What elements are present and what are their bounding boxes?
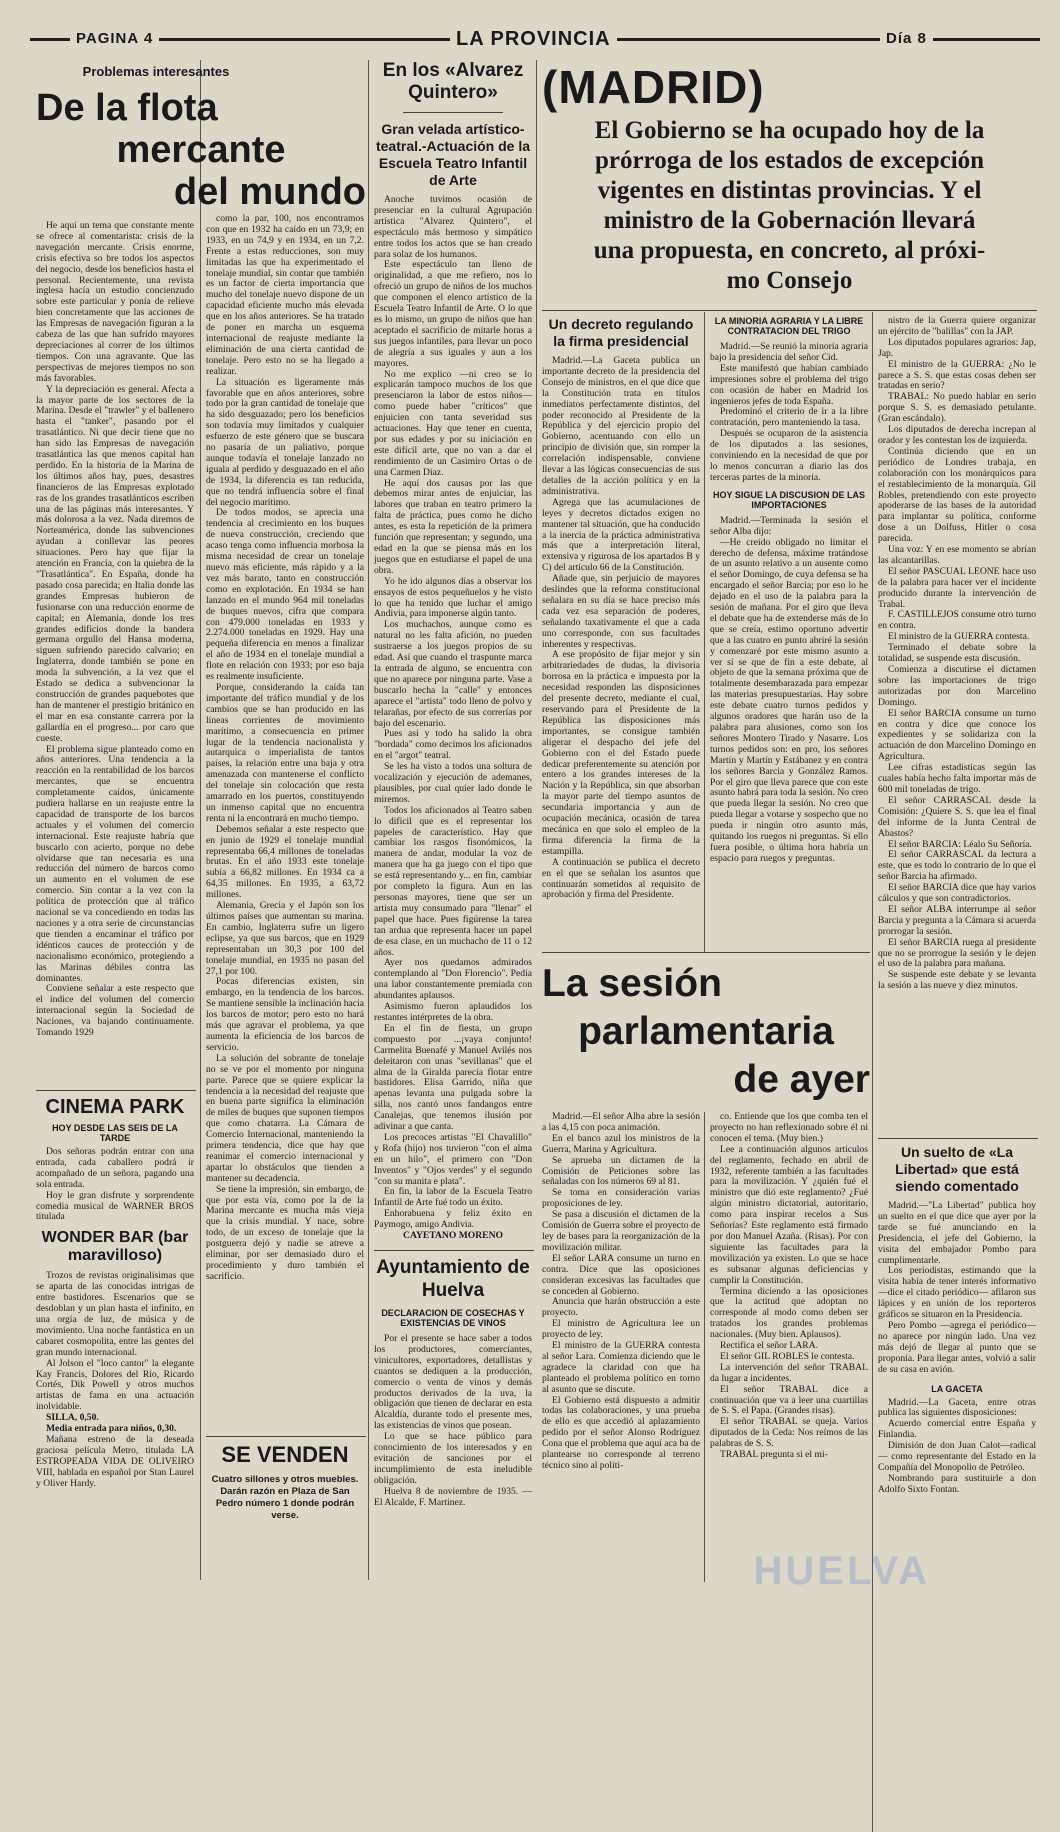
paragraph: —He creído obligado no limitar el derecho de defensa, máxime tratándose de un asunto relativo a un ausente como el señor Domingo, de cuya defensa se ha encargado el señor Barcia; por eso lo he dejado en el uso de la palabra para la sesión de mañana. Por el giro que lleva el debate que ha de extenderse más de lo que se creía, estimo oportuno advertir que a las cuatro en punto abriré la sesión y comenzaré por este mismo asunto a ver si se que de fin a este debate, al objeto de que la semana próxima que de totalmente desembarazada para empezar las materias presupuestarias. Hay sobre este debate cuatro turnos pedidos y algunos oradores que harán uso de la palabra para alusiones, como son los señores Montero Tirado y Nasarre. Los turnos pedidos son: en pro, los señores Martín y Martín y Estábanez y en contra los señores Barcia y González Ramos. Por el giro que lleva parece que con este asunto habrá para toda la sesión. No creo que pueda llegar la sesión. No creo que pueda llegar a votarse y sospecho que no pueda ir ningún otro asunto más, quitando los ruegos ni preguntas. Si ello fuera posible, o última hora habría un espacio para ruegos y preguntas. bbox=[710, 536, 868, 864]
headline-line: El Gobierno se ha ocupado hoy de la bbox=[594, 117, 985, 144]
paragraph: Continúa diciendo que en un periódico de Londres trabaja, en colaboración con los monárquicos para el restablecimiento de la monarquía. Gil Robles, pretendiendo con este proyecto apoderarse de las bases de la autoridad para implantar su política, conforme dose a un Dolfuss, Hitler o cosa parecida. bbox=[878, 445, 1036, 545]
se-venden-ad bbox=[206, 1442, 364, 1582]
paragraph: Se suspende este debate y se levanta la sesión a las nueve y diez minutos. bbox=[878, 969, 1036, 992]
paragraph: El ministro de Agricultura lee un proyecto de ley. bbox=[542, 1318, 700, 1341]
paragraph: El señor ALBA interrumpe al señor Barcia y pregunta a la Cámara si acuerda prorrogar la sesión. bbox=[878, 903, 1036, 937]
paragraph: He aquí dos causas por las que debemos mirar antes de enjuiciar, las labores que traban en teatro primero la falta de práctica, pues como he dicho antes, es esta la repetición de la primera función que representan; y segundo, una edad en la que se piensa más en los juegos que en estudiarse el papel de una obra. bbox=[374, 477, 532, 576]
sesion-continued bbox=[878, 316, 1036, 1136]
paragraph: Madrid.—Se reunió la minoría agraria bajo la presidencia del señor Cid. bbox=[710, 341, 868, 363]
paragraph: Dos señoras podrán entrar con una entrada, cada caballero podrá ir acompañado de un señora, pagando una sola entrada. bbox=[36, 1146, 194, 1190]
article-title: Un suelto de «La Libertad» que está siendo comentado bbox=[895, 1144, 1019, 1194]
paragraph: El señor TRABAL se queja. Varios diputados de la Ceda: Nos reímos de las palabras de S. S. bbox=[710, 1416, 868, 1450]
paragraph: Pero Pombo —agrega el periódico— no aparece por ningún lado. Una vez más dejó de llegar al punto que se proponía. Para llegar antes, volvió a salir de su casa en avión. bbox=[878, 1319, 1036, 1375]
paragraph: El señor CARRASCAL da lectura a este, que es todo lo contrario de lo que el señor Barcia ha afirmado. bbox=[878, 849, 1036, 883]
paragraph: Alemania, Grecia y el Japón son los últimos países que aumentan su marina. En cambio, Inglaterra sufre un ligero eclipse, ya que sus barcos, que en 1929 representaban un 30,3 por 100 del tonelaje mundial, en 1935 no pasan del 27,1 por 100. bbox=[206, 900, 364, 977]
paragraph: Se tiene la impresión, sin embargo, de que por esta vía, como por la de la Marina mercante es mucha más vieja que la crisis mundial. Y nace, sobre todo, de un exceso de tonelaje que la postguerra dejó y nadie se atreve a eliminar, por ser demasiado duro el procedimiento y duro también el sacrificio. bbox=[206, 1183, 364, 1282]
paragraph: TRABAL pregunta si el mi- bbox=[720, 1449, 828, 1461]
paragraph: Se aprueba un dictamen de la Comisión de Peticiones sobre las señaladas con los números 69 al 81. bbox=[542, 1154, 700, 1188]
paragraph: Agrega que las acumulaciones de leyes y decretos dictados exigen no mantener tal situación, que ha conducido a la inercia de la práctica administrativa más que a interpretación literal, extensiva y rigurosa de los apartados B y C) del artículo 66 de la Constitución. bbox=[542, 496, 700, 574]
paragraph: Los diputados populares agrarios: Jap, Jap. bbox=[878, 336, 1036, 359]
paragraph: La solución del sobrante de tonelaje no se ve por el momento por ninguna parte. Parece que se quiere explicar la tendencia a la necesidad del reajuste que en buena parte significa la eliminación de miles de buques que suponen tiempos que como chatarra. La Cámara de Comercio Internacional, manteniendo la primera tendencia, dice que hay que reanimar el comercio internacional y apartar lo obstáculos que tienden a mantener su decadencia. bbox=[206, 1052, 364, 1184]
column-rule bbox=[368, 60, 369, 1580]
divider bbox=[206, 1436, 366, 1437]
headline-line: vigentes en distintas provincias. Y el bbox=[597, 177, 982, 204]
paragraph: Anoche tuvimos ocasión de presenciar en la cultural Agrupación artística "Alvarez Quintero", el espectáculo más hermoso y simpático entre todos los actos que se han creado para solaz de los humanos. bbox=[374, 194, 532, 260]
paragraph: F. CASTILLEJOS consume otro turno en contra. bbox=[878, 609, 1036, 632]
paragraph: Predominó el criterio de ir a la libre contratación, pero manteniendo la tasa. bbox=[710, 406, 868, 429]
paragraph: Los periodistas, estimando que la visita había de tener interés informativo —dice el citado periódico— afilaron sus lápices y en unión de los reporteros gráficos se situaron en la Presidencia. bbox=[878, 1265, 1036, 1321]
paragraph: Termina diciendo a las oposiciones que la actitud que adoptan no corresponde al modo como deben ser tratados los grandes problemas nacionales. (Muy bien. Aplausos). bbox=[710, 1285, 868, 1341]
headline-line: mo Consejo bbox=[726, 267, 853, 294]
paragraph: En el banco azul los ministros de la Guerra, Marina y Agricultura. bbox=[542, 1132, 700, 1155]
paragraph: Este manifestó que habían cambiado impresiones sobre el problema del trigo con ocasión de haber en Madrid los ingenieros jefes de toda España. bbox=[710, 362, 868, 407]
notice-subtitle: DECLARACION DE COSECHAS Y EXISTENCIAS DE VINOS bbox=[381, 1308, 525, 1328]
paragraph: La intervención del señor TRABAL da lugar a incidentes. bbox=[710, 1361, 868, 1384]
sesion-title-line: parlamentaria bbox=[578, 1010, 834, 1053]
signature: CAYETANO MORENO bbox=[403, 1230, 503, 1242]
paragraph: Yo he ido algunos días a observar los ensayos de estos pequeñuelos y he visto lo que ha tenido que luchar el amigo Andivia, para imponerse algún tanto. bbox=[374, 575, 532, 620]
column-rule bbox=[704, 312, 705, 952]
paragraph: Comienza a discutirse el dictamen sobre las importaciones de trigo autorizadas por don Marcelino Domingo. bbox=[878, 664, 1036, 708]
paragraph: co. Entiende que los que comba ten el proyecto no han reflexionado sobre él ni conocen el tema. (Muy bien.) bbox=[710, 1111, 868, 1144]
paragraph: En el fin de fiesta, un grupo compuesto por ...¡vaya conjunto! Carmelita Buenafé y Manuel Avilés nos deleitaron con unas "sevillanas" que el alma de la Giralda parecía flotar entre bastidores. Elisa Garrido, niña que apenas levanta una pulgada sobre la silla, nos cantó unos fandangos entre Canalejas, que tenemos ilusión por adivinar a que canta. bbox=[374, 1022, 532, 1133]
ad-title: SE VENDEN bbox=[221, 1442, 349, 1467]
headline-line: una propuesta, en concreto, al próxi- bbox=[593, 237, 986, 264]
column-rule bbox=[200, 60, 201, 1580]
sesion-body-b bbox=[710, 1112, 868, 1584]
ad-text: Cuatro sillones y otros muebles. Darán razón en Plaza de San Pedro número 1 donde podrán verse. bbox=[211, 1474, 359, 1521]
headline-line: prórroga de los estados de excepción bbox=[594, 147, 985, 174]
paragraph: El problema sigue planteado como en años anteriores. Una tendencia a la reacción en la rentabilidad de los barcos mercantes, que se encuentra completamente caídos, únicamente pudiera hallarse en un reajuste entre la capacidad de transporte de los barcos actuales y el volumen del comercio internacional. Este reajuste habría que buscarlo con acierto, porque no debe olvidarse que tan necesaria es una reducción del número de barcos como un aumento en el volumen de ese comercio. Sin contar a la vez con la política de protección que al tráfico nacional se va concediendo en todas las naciones y a otra serie de circunstancias que tienden a encaminar el tráfico por idénticos cauces de protección y de nacionalismo económico, protegiendo a las Marinas débiles contra las dominantes. bbox=[36, 743, 194, 984]
paper-name: LA PROVINCIA bbox=[450, 28, 617, 51]
article-title-line: mercante bbox=[116, 129, 286, 171]
paragraph: Mañana estreno de la deseada graciosa película Metro, titulada LA ESTROPEADA VIDA DE OLIVEIRO VIII, hablada en español por Stan Laurel y Oliver Hardy. bbox=[36, 1433, 194, 1489]
section-tag: (MADRID) bbox=[542, 61, 765, 113]
column-rule bbox=[704, 1112, 705, 1582]
article-title: En los «Alvarez Quintero» bbox=[382, 60, 524, 103]
paragraph: El ministro de la GUERRA: ¿No le parece a S. S. que estas cosas deben ser tratadas en serio? bbox=[878, 358, 1036, 392]
paragraph: Todos los aficionados al Teatro saben lo difícil que es el representar los papeles de característico. Hay que cambiar los rasgos fisonómicos, la manera de andar, modular la voz de manera que ha ga juego con el tipo que se está representando y... en fin, cambiar por completo la figura. Aun en las personas mayores, tiene que ser un artista muy consumado para "llenar" el papel que hace. Pues figúrense la tarea tan ardua que representa hacer un papel de esa clase, en un muchacho de 11 o 12 años. bbox=[374, 804, 532, 958]
masthead bbox=[30, 28, 1040, 52]
madrid-headline-block bbox=[542, 60, 1037, 310]
divider bbox=[878, 1138, 1038, 1139]
paragraph: A continuación se publica el decreto en el que se señalan los asuntos que continuarán sometidos al requisito de aprobación y firma del Presidente. bbox=[542, 856, 700, 901]
page-label: PAGINA 4 bbox=[70, 30, 159, 47]
paragraph: Dimisión de don Juan Calot—radical— como representante del Estado en la Compañía del Monopolio de Petróleo. bbox=[878, 1440, 1036, 1473]
paragraph: Madrid.—El señor Alba abre la sesión a las 4,15 con poca animación. bbox=[542, 1111, 700, 1133]
article-title: Un decreto regulando la firma presidencial bbox=[548, 316, 694, 349]
paragraph: Trozos de revistas originalísimas que se aparta de las conocidas intrigas de entre bastidores. Escenarios que se desdoblan y un plan hasta el infinito, en una orgía de luz, de música y de movimiento. Una noche fantástica en un cabaret cosmopolita, entre las gentes del gran mundo internacional. bbox=[36, 1270, 194, 1358]
paragraph: Se toma en consideración varias proposiciones de ley. bbox=[542, 1187, 700, 1210]
paragraph: Después se ocuparon de la asistencia de los diputados a las sesiones, conviniendo en la necesidad de que por lo menos concurran a diario las dos terceras partes de la minoría. bbox=[710, 428, 868, 483]
paragraph: Se les ha visto a todos una soltura de vocalización y ejecución de ademanes, plausibles, por cual quier lado donde le miremos. bbox=[374, 761, 532, 805]
divider bbox=[374, 1250, 534, 1251]
date-label: Día 8 bbox=[880, 30, 933, 47]
paragraph: Asimismo fueron aplaudidos los restantes intérpretes de la obra. bbox=[374, 1001, 532, 1023]
paragraph: Madrid.—La Gaceta publica un importante decreto de la presidencia del Consejo de ministros, en el que dice que la Constitución trata en títulos inmediatos perfectamente distintos, del poder reconocido al Presidente de la República y del ejercicio propio del Gobierno, acentuando con ello un principio de división que, sin romper la correlación indispensable, conviene llevar a las lógicas consecuencias de sus detalles de la acción política y en la administrativa. bbox=[542, 355, 700, 497]
film-title: WONDER BAR (bar maravilloso) bbox=[41, 1229, 189, 1265]
sesion-body-a bbox=[542, 1112, 700, 1584]
paragraph: Madrid.—"La Libertad" publica hoy un suelto en el que dice que ayer por la tarde se fué anunciando en la Presidencia, el jefe del Gobierno, la visita del embajador Pombo para cumplimentarle. bbox=[878, 1200, 1036, 1266]
article-title: LA MINORIA AGRARIA Y LA LIBRE CONTRATACION DEL TRIGO bbox=[714, 316, 864, 336]
notice-title: Ayuntamiento de Huelva bbox=[376, 1257, 530, 1301]
paragraph: Los precoces artistas "El Chavalillo" y Rofa (hijo) nos tuvieron "con el alma en un hilo", el primero con "Don Inventos" y "Ojos verdes" y el segundo "con su manita e plata". bbox=[374, 1131, 532, 1187]
paragraph: Madrid.—La Gaceta, entre otras publica las siguientes disposiciones: bbox=[878, 1396, 1036, 1419]
paragraph: He aquí un tema que constante mente se ofrece al comentarista: crisis de la navegación mercante. Crisis enorme, crisis efectiva so bre todos los aspectos del negocio, desde los beneficios hasta el personal. Recientemente, una revista inglesa hacía un estudio concienzudo sobre este particular y ponía de relieve bien concretamente que las acciones de las Empresas de navegación figuran a la cabeza de las que han sufrido mayores depreciaciones al correr de los últimos tiempos. Con una agravante. Que las perspectivas de mejores tiempos no son más favorables. bbox=[36, 220, 194, 384]
paragraph: Por el presente se hace saber a todos los productores, comerciantes, vinicultores, exportadores, detallistas y cuantos se dediquen a la producción, comercio o venta de vinos y demás productos derivados de la uva, la obligación que tienen de declarar en esta Alcaldía, durante todo el presente mes, las existencias de vinos que posean. bbox=[374, 1333, 532, 1432]
paragraph: El ministro de la GUERRA contesta al señor Lara. Comienza diciendo que le agradece la claridad con que ha planteado el problema político en torno al asunto que se discute. bbox=[542, 1340, 700, 1395]
price-line: Media entrada para niños, 0,30. bbox=[46, 1423, 177, 1435]
paragraph: Los diputados de derecha increpan al orador y les contestan los de izquierda. bbox=[878, 424, 1036, 446]
paragraph: El señor BARCIA dice que hay varios cálculos y que son contradictorios. bbox=[878, 882, 1036, 905]
paragraph: De todos modos, se aprecia una tendencia al crecimiento en los buques de nueva construcción, creciendo que acaso tenga como influencia morbosa la misma necesidad de crear un tonelaje nuevo más eficiente, más rápido y a la vez más barato, tanto en construcción como en explotación. En 1934 se han lanzado en el mundo 964 mil toneladas de buques nuevos, cifra que compara con 479.000 toneladas en 1933 y 2.274.000 toneladas en 1929. Hay una pequeña diferencia en menos a finalizar el año de 1934 en el tonelaje mundial a flote en relación con 1933; por eso baja es realmente insuficiente. bbox=[206, 507, 364, 683]
paragraph: El Gobierno está dispuesto a admitir todas las colaboraciones, y una prueba de ello es que accedió al aplazamiento pedido por el señor Alonso Rodríguez Cona que el problema que aquí aca ba de plantearse no corresponde al terreno técnico sino al políti- bbox=[542, 1394, 700, 1471]
cinema-title: CINEMA PARK bbox=[45, 1096, 185, 1118]
sesion-title-block bbox=[542, 960, 870, 1110]
paragraph: Hoy le gran disfrute y sorprendente comedia musical de WARNER BROS titulada bbox=[36, 1189, 194, 1223]
paragraph: El señor BARCIA consume un turno en contra y dice que conoce los expedientes y se solidariza con la actuación de don Marcelino Domingo en Agricultura. bbox=[878, 707, 1036, 763]
paragraph: Ayer nos quedamos admirados contemplando al "Don Florencio". Pedía una labor constantemente premiada con abundantes aplausos. bbox=[374, 957, 532, 1002]
article-kicker: Problemas interesantes bbox=[82, 64, 230, 79]
paragraph: Huelva 8 de noviembre de 1935. — El Alcalde, F. Martínez. bbox=[374, 1485, 532, 1508]
paragraph: Rectifica el señor LARA. bbox=[720, 1340, 819, 1352]
cinema-ad bbox=[36, 1096, 194, 1586]
decreto-article bbox=[542, 316, 700, 946]
paragraph: El señor GIL ROBLES le contesta. bbox=[720, 1350, 855, 1362]
flota-article-continued bbox=[206, 214, 364, 1434]
article-subtitle: HOY SIGUE LA DISCUSION DE LAS IMPORTACIONES bbox=[712, 489, 866, 510]
quintero-article bbox=[374, 60, 532, 1245]
paragraph: Este espectáculo tan lleno de originalidad, a que me refiero, nos lo ofreció un grupo de niños de los muchos que componen el elenco artístico de la Escuela Teatro Infantil de Arte. O lo que es lo mismo, un grupo de niños que han aceptado el sacrificio de mitarle horas a sus juegos infantiles, para llevar un poco de alegría a sus iguales y aun a los mayores. bbox=[374, 259, 532, 369]
cinema-subtitle: HOY DESDE LAS SEIS DE LA TARDE bbox=[52, 1123, 178, 1143]
paragraph: Anuncia que harán obstrucción a este proyecto. bbox=[542, 1296, 700, 1319]
article-title-line: De la flota bbox=[36, 87, 218, 129]
paragraph: Lee cifras estadísticas según las cuales había hecho falta importar más de 600 mil toneladas de trigo. bbox=[878, 762, 1036, 795]
paragraph: Lee a continuación algunos artículos del reglamento, fechado en abril de 1932, referente también a las facultades para la movilización. Y ¿quién fué el ministro que dió este reglamento? ¿Fué algún ministro dictatorial, autoritario, como para inspirar recelos a Sus Señorías? Este reglamento está firmado por don Manuel Azaña. (Risas). Por con siguiente las facultades para la movilización ya existen. Lo que se hace es subsanar algunas deficiencias y cumplir la Constitución. bbox=[710, 1143, 868, 1286]
paragraph: Los muchachos, aunque como es natural no les falta afición, no pueden sustraerse a los juegos propios de su edad. Así que cuando el traspunte marca la entrada de alguno, se encuentra con que no aparece por ninguna parte. Vase a buscarlo hecha la "calle" y entonces aparece el "artista" todo lleno de polvo y telarañas, por efecto de sus correrías por bajo del escenario. bbox=[374, 619, 532, 729]
suelto-article bbox=[878, 1144, 1036, 1584]
column-rule bbox=[872, 312, 873, 1832]
sesion-title-line: La sesión bbox=[542, 962, 722, 1005]
paragraph: Porque, considerando la caída tan importante del tráfico mundial y de los cambios que se han producido en las líneas corrientes de movimiento marítimo, a consecuencia en primer lugar de la tendencia nacionalista y autarquica o imperialista de tantos países, la relación entre una baja y otra amenazada con mantenerse el conflicto del tonelaje sin colocación que resta amarrado en los puertos, constituyendo un inmenso capital que no encuentra renta ni la encontrará en mucho tiempo. bbox=[206, 681, 364, 824]
archive-watermark: HUELVA bbox=[753, 1549, 930, 1593]
paragraph: Terminado el debate sobre la totalidad, se suspende esta discusión. bbox=[878, 642, 1036, 665]
minoria-article bbox=[710, 316, 868, 946]
paragraph: como la par, 100, nos encontramos con que en 1932 ha caído en un 73,9; en 1933, en un 74,9 y en 1934, en un 7,2. Frente a estas reducciones, son muy limitadas las que ha experimentado el tonelaje mundial, sin contar que también es un factor de cierta importancia que mucho del tonelaje nuevo dispone de un capacidad eficiente mucho más elevada que en los años anteriores. Se ha tratado de poner en marcha un esquema internacional de reajuste mediante la eliminación de una cierta cantidad de tonelaje. Pero esto no se ha llegado a realizar. bbox=[206, 213, 364, 377]
sesion-title-line: de ayer bbox=[733, 1058, 870, 1101]
paragraph: Una voz: Y en ese momento se abrían las alcantarillas. bbox=[878, 544, 1036, 566]
paragraph: El señor BARCIA ruega al presidente que no se prorrogue la sesión y le dejen el uso de la palabra para mañana. bbox=[878, 936, 1036, 970]
paragraph: A ese propósito de fijar mejor y sin arbitrariedades de dudas, la divisoria borrosa en la práctica e impuesta por la necesidad responden las disposiciones del presente decreto, mediante el cual, reservando para el Presidente de la República las disposiciones más importantes, se consigue también aligerar el despacho del jefe del Gobierno con el del Estado puede dedicar preferentemente su atención por entero a los grandes intereses de la Nación y la República, sin que absorban la mayor parte del tiempo asuntos de secundaria importancia y aun de ocupación mecánica, ocasión de tarea mecánica en que solo el empleo de la firma diferencia la firma de la estampilla. bbox=[542, 649, 700, 857]
headline-line: ministro de la Gobernación llevará bbox=[603, 207, 976, 234]
price-line: SILLA, 0,50. bbox=[46, 1412, 99, 1424]
paragraph: El señor PASCUAL LEONE hace uso de la palabra para hacer ver el incidente producido durante la intervención de Trabal. bbox=[878, 565, 1036, 610]
divider bbox=[542, 310, 1037, 311]
paragraph: Debemos señalar a este respecto que en junio de 1929 el tonelaje mundial representaba 66,4 millones de toneladas brutas. En el año 1933 este tonelaje subía a 66,82 millones. En 1934 ca a 64,35 millones. En 1935, a 63,72 millones. bbox=[206, 823, 364, 901]
paragraph: Enhorabuena y feliz éxito en Paymogo, amigo Andivia. bbox=[374, 1208, 532, 1231]
paragraph: No me explico —ni creo se lo explicarán tampoco muchos de los que presenciaron la labor de estos niños—como puede haber "críticos" que enjuicien con tanta severidad sus actuaciones. Hay que tener en cuenta, por sus edades y por su iniciación en este difícil arte, que no van a dar el rendimiento de un Casimiro Ortas o de una Carmen Díaz. bbox=[374, 368, 532, 478]
paragraph: Acuerdo comercial entre España y Finlandia. bbox=[878, 1418, 1036, 1441]
article-body bbox=[36, 221, 194, 1039]
paragraph: El ministro de la GUERRA contesta. bbox=[888, 631, 1030, 643]
paragraph: nistro de la Guerra quiere organizar un ejército de "balillas" con la JAP. bbox=[878, 315, 1036, 337]
paragraph: Al Jolson el "loco cantor" la elegante Kay Francis, Dolores del Río, Ricardo Cortés, Dik Powell y otros muchos artistas de fama en una actuación inolvidable. bbox=[36, 1357, 194, 1413]
article-title-line: del mundo bbox=[173, 171, 366, 213]
paragraph: Añade que, sin perjuicio de mayores deslindes que la reforma constitucional señalara en su día se hace preciso más cada vez esa separación de poderes, señalando taxativamente el que a cada uno corresponde, con sus facultades inherentes y respectivas. bbox=[542, 573, 700, 650]
column-rule bbox=[536, 60, 537, 620]
paragraph: El señor TRABAL dice a continuación que va a leer una cuartillas de S. S. el Papa. (Grandes risas). bbox=[710, 1383, 868, 1417]
paragraph: El señor CARRASCAL desde la Comisión: ¿Quiere S. S. que lea el final del informe de la Junta Central de Abastos? bbox=[878, 794, 1036, 839]
divider bbox=[36, 1090, 196, 1091]
paragraph: Madrid.—Terminada la sesión el señor Alba dijo: bbox=[710, 514, 868, 537]
gaceta-title: LA GACETA bbox=[931, 1383, 983, 1394]
paragraph: Pocas diferencias existen, sin embargo, en la tendencia de los barcos. Se mantiene sensible la inclinación hacia los barcos de motor; pero esto no hará más que agravar el problema, ya que aumenta la eficiencia de los barcos de servicio. bbox=[206, 976, 364, 1053]
paragraph: TRABAL: No puedo hablar en serio porque S. S. es demasiado petulante. (Gran escándalo). bbox=[878, 391, 1036, 425]
paragraph: En fin, la labor de la Escuela Teatro Infantil de Arte fué todo un éxito. bbox=[374, 1186, 532, 1209]
paragraph: Lo que se hace público para conocimiento de los interesados y en evitación de sanciones por el incumplimiento de esta ineludible obligación. bbox=[374, 1431, 532, 1486]
paragraph: La situación es ligeramente más favorable que en años anteriores, sobre todo por la gran cantidad de tonelaje que ha sido desguazado; pero los beneficios son todavía muy limitados y cualquier esfuerzo de este género que se buscara no pasaría de un paliativo, porque aunque todavía el tonelaje lanzado no iguala al perdido y desguazado en el año de 1934, la diferencia es tan reducida, que no tendrá influencia sobre el final del negocio marítimo. bbox=[206, 376, 364, 508]
ayuntamiento-notice bbox=[374, 1256, 532, 1586]
paragraph: Conviene señalar a este respecto que el índice del volumen del comercio internacional según la Sociedad de Naciones, va bajando continuamente. Tomando 1929 bbox=[36, 983, 194, 1039]
paragraph: El señor LARA consume un turno en contra. Dice que las oposiciones consideran excesivas las facultades que se conceden al Gobierno. bbox=[542, 1252, 700, 1297]
paragraph: Y la depreciación es general. Afecta a la mayor parte de los sectores de la Marina. Desde el "trawler" y el ballenero hasta el "tanker", pasando por el trasatlántico. Ni que decir tiene que no han sido las Empresas de navegación trasatlántica las que menos capital han perdido. En la historia de la Marina de los últimos años hay, pues, desastres financieros de las Empresas explotado ras de los grandes trasatlánticos escriben una de las páginas más interesantes. Y más dolorosa a la vez. Nada diremos de Norteamérica, donde las subvenciones ayudan a conllevar las peores situaciones. Pero hay que fijar la atención en Francia, con la quiebra de la "Trasatlántica". En España, donde ha pasado cosa parecida; en Italia donde las grandes Empresas hubieron de fusionarse con una reducción enorme de capital; en Alemania, donde los tres grandes edificios donde la bandera germana orgullo del Hansa moderna, siguen sufriendo parecido calvario; en Inglaterra, donde también se pone en moda la subvención, a la vez que el Estado se dedica a subvencionar la construcción de grandes paquebotes que han de mantener el prestigio británico en el mar en esa constante carrera por la gallardía en el progreso... por caro que cueste. bbox=[36, 383, 194, 744]
divider bbox=[403, 112, 503, 113]
paragraph: Se pasa a discusión el dictamen de la Comisión de Guerra sobre el proyecto de ley de bases para la reorganización de la movilización militar. bbox=[542, 1209, 700, 1253]
divider bbox=[542, 952, 870, 953]
paragraph: El señor BARCIA: Léalo Su Señoría. bbox=[888, 838, 1032, 850]
paragraph: Nombrando para sustituirle a don Adolfo Sixto Fontan. bbox=[878, 1472, 1036, 1495]
paragraph: Pues así y todo ha salido la obra "bordada" como decimos los aficionados en el "argot" teatral. bbox=[374, 728, 532, 762]
article-subtitle: Gran velada artístico-teatral.-Actuación de la Escuela Teatro Infantil de Arte bbox=[375, 121, 531, 188]
